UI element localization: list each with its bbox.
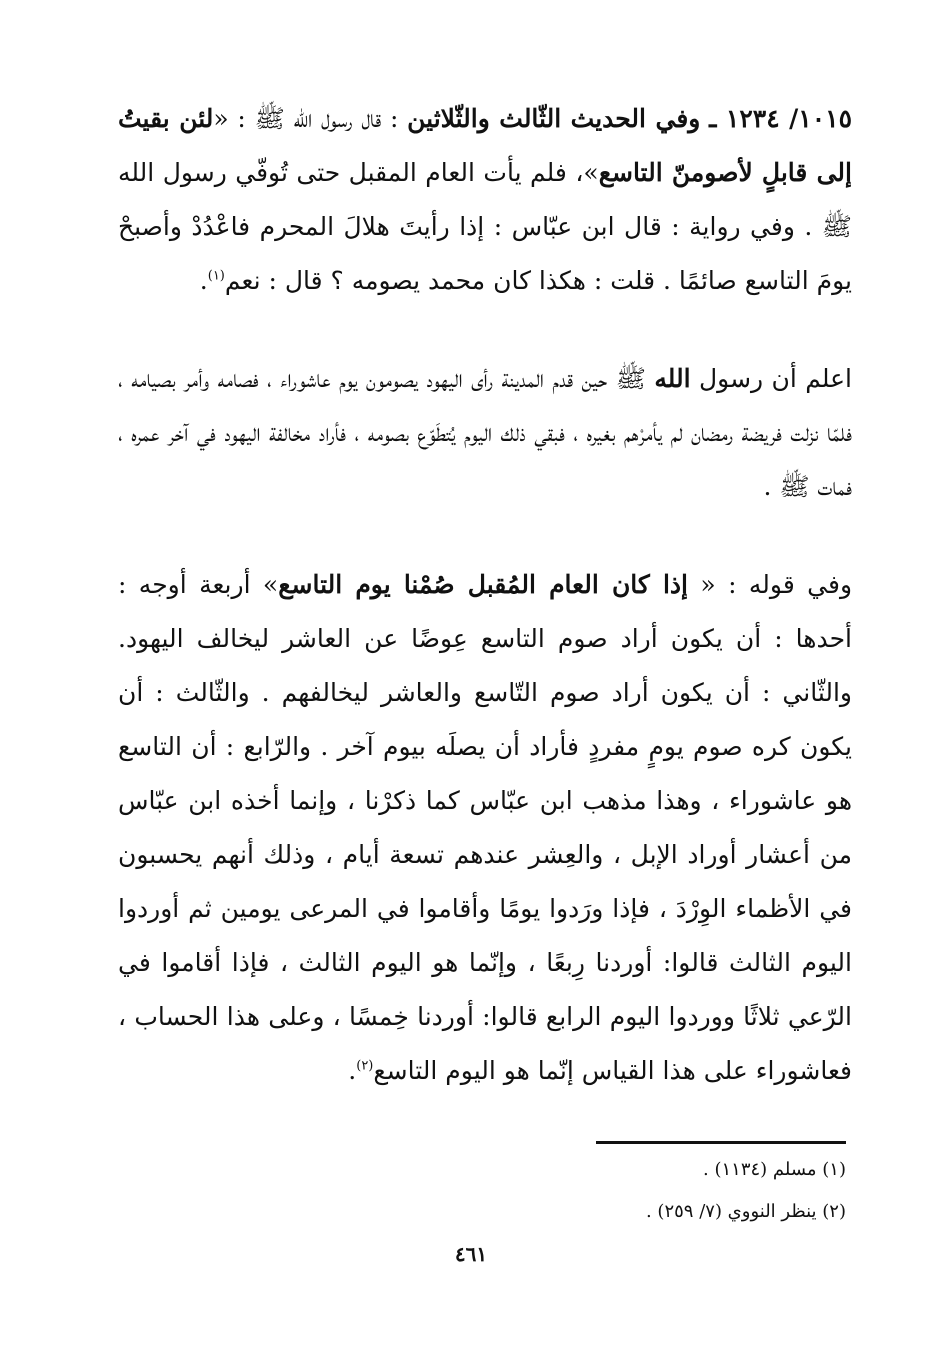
- commentary-body: » أربعة أوجه : أحدها : أن يكون أراد صوم التاسع عِوضًا عن العاشر ليخالف اليهود. والثّاني : أن يكون أراد صوم التّاسع والعاشر ليخالفهم . والثّالث : أن يكون كره صوم يومٍ مفردٍ فأراد أن يصلَه بيوم آخر . والرّابع : أن التاسع هو عاشوراء ، وهذا مذهب ابن عبّاس كما ذكرْنا ، وإنما أخذه ابن عبّاس من أعشار أوراد الإبل ، والعِشر عندهم تسعة أيام ، وذلك أنهم يحسبون في الأظماء الوِرْدَ ، فإذا ورَدوا يومًا وأقاموا في المرعى يومين ثم أوردوا اليوم الثالث قالوا: أوردنا رِبعًا ، وإنّما هو اليوم الثالث ، فإذا أقاموا في الرّعي ثلاثًا ووردوا اليوم الرابع قالوا: أوردنا خِمسًا ، وعلى هذا الحساب ، فعاشوراء على هذا القياس إنّما هو اليوم التاسع: [118, 570, 852, 1085]
- commentary-quote: إذا كان العام المُقبل صُمْنا يوم التاسع: [278, 570, 688, 599]
- hadith-continuation: »، فلم يأت العام المقبل حتى تُوفّي رسول الله ﷺ . وفي رواية : قال ابن عبّاس : إذا رأيتَ هلالَ المحرم فاعْدُدْ وأصبحْ يومَ التاسع صائمًا . قلت : هكذا كان محمد يصومه ؟ قال : نعم: [118, 158, 852, 295]
- footnote-1: (١) مسلم (١١٣٤) .: [703, 1159, 846, 1180]
- hadith-end: .: [199, 266, 208, 295]
- explanation-part2: ﷺ حين قدم المدينة رأى اليهود يصومون يوم عاشوراء ، فصامه وأمر بصيامه ، فلمّا نزلت فريضة رمضان لم يأمرْهم بغيره ، فبقي ذلك اليوم يُتطَوّع بصومه ، فأراد مخالفة اليهود في آخر عمره ، فمات ﷺ .: [118, 364, 852, 501]
- explanation-part1: اعلم أن رسول: [699, 364, 852, 393]
- page-number: ٤٦١: [454, 1242, 488, 1266]
- commentary-lead: وفي قوله : «: [700, 570, 853, 599]
- footnote-ref-2: (٢): [356, 1058, 374, 1074]
- footnote-ref-1: (١): [207, 268, 225, 284]
- footnote-2: (٢) ينظر النووي (٧/ ٢٥٩) .: [645, 1201, 846, 1222]
- explanation-paragraph: [118, 352, 852, 514]
- hadith-paragraph: [118, 92, 852, 308]
- hadith-quote: لئن بقيتُ إلى قابلٍ لأصومنّ التاسع: [118, 104, 852, 187]
- hadith-heading: وفي الحديث الثّالث والثّلاثين: [407, 104, 701, 133]
- footnote-divider: [596, 1141, 846, 1144]
- hadith-intro: : قال رسول الله ﷺ : «: [213, 104, 399, 133]
- commentary-paragraph: [118, 558, 852, 1098]
- hadith-number: ١٠١٥/ ١٢٣٤ ـ: [709, 104, 852, 133]
- commentary-end: .: [348, 1056, 357, 1085]
- explanation-allah: الله: [654, 364, 691, 393]
